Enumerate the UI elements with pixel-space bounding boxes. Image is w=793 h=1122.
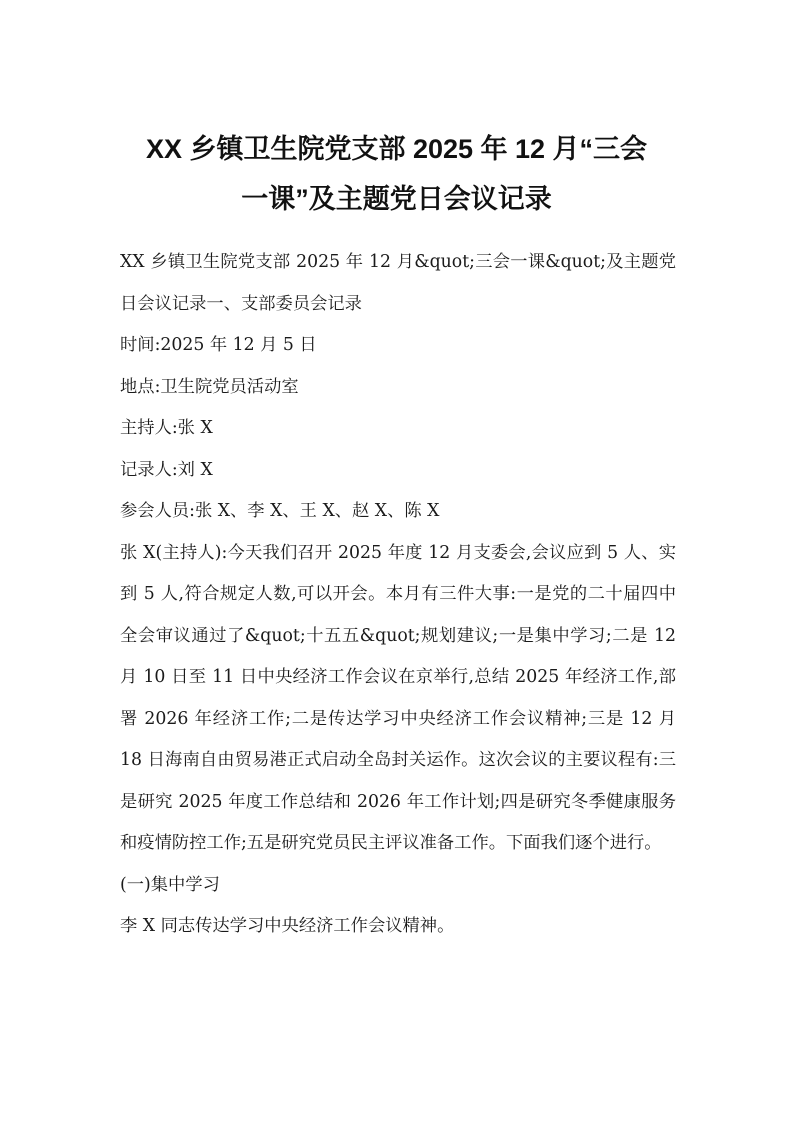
intro-paragraph: XX 乡镇卫生院党支部 2025 年 12 月&quot;三会一课&quot;及主题党日会议记录一、支部委员会记录 xyxy=(120,252,676,314)
meeting-location: 地点:卫生院党员活动室 xyxy=(120,376,299,397)
section-heading-study: (一)集中学习 xyxy=(120,874,220,895)
document-title xyxy=(100,124,693,224)
title-line-2: 一课”及主题党日会议记录 xyxy=(241,184,552,214)
host-speech-paragraph: 张 X(主持人):今天我们召开 2025 年度 12 月支委会,会议应到 5 人、实到 5 人,符合规定人数,可以开会。本月有三件大事:一是党的二十届四中全会审议通过了&quot;十五五&quot;规划建议;一是集中学习;二是 12 月 10 日至 11 日中央经济工作会议在京举行,总结 2025 年经济工作,部署 2026 年经济工作;二是传达学习中央经济工作会议精神;三是 12 月 18 日海南自由贸易港正式启动全岛封关运作。这次会议的主要议程有:三是研究 2025 年度工作总结和 2026 年工作计划;四是研究冬季健康服务和疫情防控工作;五是研究党员民主评议准备工作。下面我们逐个进行。 xyxy=(120,542,676,853)
title-line-1: XX 乡镇卫生院党支部 2025 年 12 月“三会 xyxy=(145,134,648,164)
meeting-recorder: 记录人:刘 X xyxy=(120,459,213,480)
meeting-host: 主持人:张 X xyxy=(120,418,213,438)
meeting-attendees: 参会人员:张 X、李 X、王 X、赵 X、陈 X xyxy=(120,501,440,521)
document-body xyxy=(120,242,676,948)
meeting-time: 时间:2025 年 12 月 5 日 xyxy=(120,335,317,355)
study-paragraph: 李 X 同志传达学习中央经济工作会议精神。 xyxy=(120,916,455,936)
